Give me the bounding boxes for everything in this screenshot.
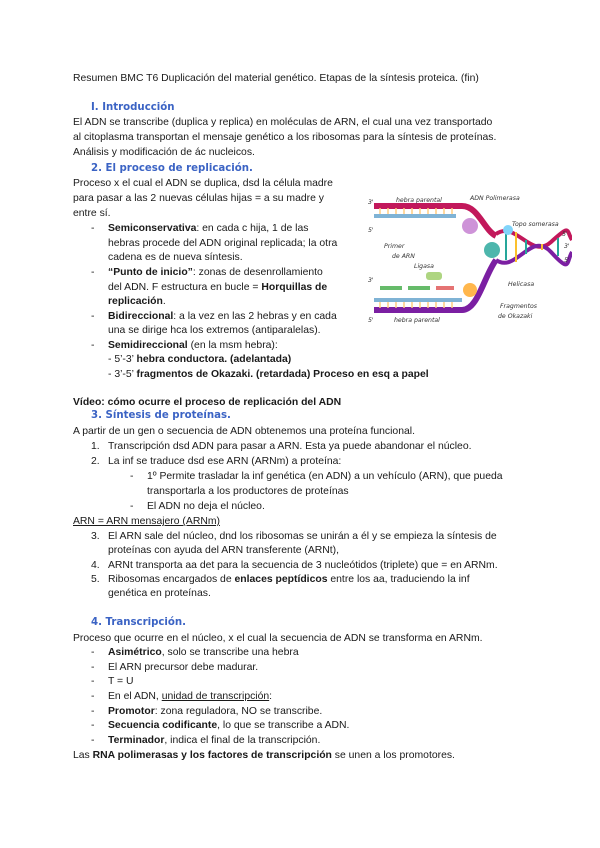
label-prime: 3' xyxy=(368,199,374,206)
label-topoisomerasa: Topo somerasa xyxy=(512,221,559,228)
label-hebra-parental-bottom: hebra parental xyxy=(394,317,440,324)
replication-fork-diagram xyxy=(366,190,572,328)
label-de-okazaki: de Okazaki xyxy=(498,313,533,320)
bullet-terminador: Terminador, indica el final de la transcripción. xyxy=(108,735,321,746)
bullet-punto-inicio: “Punto de inicio”: zonas de desenrollamiento xyxy=(108,267,323,278)
list-item: Ribosomas encargados de enlaces peptídicos entre los aa, traduciendo la inf xyxy=(108,574,470,585)
okazaki-fragments xyxy=(380,272,454,290)
bullet-dash: - xyxy=(91,647,95,658)
section-heading-replication: 2. El proceso de replicación. xyxy=(91,163,253,174)
bullet-unidad: En el ADN, unidad de transcripción: xyxy=(108,691,273,702)
label-prime: 3' xyxy=(368,277,374,284)
sub-bullet-5-3: - 5’-3’ hebra conductora. (adelantada) xyxy=(108,354,292,365)
label-ligasa: Ligasa xyxy=(414,263,434,270)
list-item: genética en proteínas. xyxy=(108,588,211,599)
bottom-parental-strand xyxy=(374,260,496,310)
bullet-semidireccional: Semidireccional (en la msm hebra): xyxy=(108,340,278,351)
bullet-line: una se dirige hca los extremos (antiparalelas). xyxy=(108,325,321,336)
list-item: proteínas con ayuda del ARN transferente (ARNt), xyxy=(108,545,340,556)
paragraph-line: Análisis y modificación de ác nucleicos. xyxy=(73,147,255,158)
page-title: Resumen BMC T6 Duplicación del material genético. Etapas de la síntesis proteica. (fin) xyxy=(73,73,479,84)
label-helicasa: Helicasa xyxy=(508,281,535,288)
list-number: 4. xyxy=(91,560,100,571)
sub-list-item: transportarla a los productores de proteínas xyxy=(147,486,349,497)
list-number: 1. xyxy=(91,441,100,452)
label-prime: 5' xyxy=(562,231,568,238)
label-fragmentos: Fragmentos xyxy=(500,303,538,310)
bullet-dash: - xyxy=(130,471,134,482)
bullet-dash: - xyxy=(91,691,95,702)
list-item: La inf se traduce dsd ese ARN (ARNm) a proteína: xyxy=(108,456,342,467)
bullet-dash: - xyxy=(91,662,95,673)
list-number: 2. xyxy=(91,456,100,467)
sub-list-item: El ADN no deja el núcleo. xyxy=(147,501,265,512)
paragraph-line: al citoplasma transportan el mensaje genético a los ribosomas para la síntesis de proteínas. xyxy=(73,132,497,143)
list-number: 5. xyxy=(91,574,100,585)
bullet-dash: - xyxy=(91,720,95,731)
bullet-dash: - xyxy=(91,676,95,687)
section-heading-transcription: 4. Transcripción. xyxy=(91,617,187,628)
bullet-dash: - xyxy=(130,501,134,512)
bullet-dash: - xyxy=(91,340,95,351)
helicase-blob xyxy=(484,242,500,258)
label-prime: 5' xyxy=(564,257,570,264)
list-number: 3. xyxy=(91,531,100,542)
sub-list-item: 1º Permite trasladar la inf genética (en ADN) a un vehículo (ARN), que pueda xyxy=(147,471,503,482)
bullet-dash: - xyxy=(91,706,95,717)
bullet-dash: - xyxy=(91,311,95,322)
label-prime: 3' xyxy=(564,243,570,250)
section-heading-intro: I. Introducción xyxy=(91,102,175,113)
list-item: ARNt transporta aa det para la secuencia de 3 nucleótidos (triplete) que = en ARNm. xyxy=(108,560,498,571)
paragraph-line: El ADN se transcribe (duplica y replica) en moléculas de ARN, el cual una vez transportado xyxy=(73,117,493,128)
label-primer: Primer xyxy=(384,243,405,250)
bullet-line: del ADN. F estructura en bucle = Horquillas de xyxy=(108,282,328,293)
polymerase-blob xyxy=(462,218,478,234)
paragraph-line: Proceso que ocurre en el núcleo, x el cual la secuencia de ADN se transforma en ARNm. xyxy=(73,633,483,644)
label-adn-polimerasa: ADN Polimerasa xyxy=(470,195,520,202)
bullet-dash: - xyxy=(91,267,95,278)
label-prime: 5' xyxy=(368,227,374,234)
top-parental-strand xyxy=(374,206,496,236)
section-heading-protein-synthesis: 3. Síntesis de proteínas. xyxy=(91,410,231,421)
label-prime: 5' xyxy=(368,317,374,324)
bullet-promotor: Promotor: zona reguladora, NO se transcribe. xyxy=(108,706,323,717)
polymerase-lagging-blob xyxy=(463,283,477,297)
bullet-line: hebras procede del ADN original replicada; la otra xyxy=(108,238,338,249)
bullet-dash: - xyxy=(91,735,95,746)
bullet-dash: - xyxy=(91,223,95,234)
paragraph-line: Proceso x el cual el ADN se duplica, dsd la célula madre xyxy=(73,178,333,189)
paragraph-line: entre sí. xyxy=(73,208,111,219)
bullet-item: El ARN precursor debe madurar. xyxy=(108,662,259,673)
label-de-arn: de ARN xyxy=(392,253,415,260)
parental-helix xyxy=(496,230,572,264)
bullet-line: replicación. xyxy=(108,296,166,307)
bullet-secuencia: Secuencia codificante, lo que se transcribe a ADN. xyxy=(108,720,350,731)
paragraph-line: para pasar a las 2 nuevas células hijas = a su madre y xyxy=(73,193,324,204)
bullet-asimetrico: Asimétrico, solo se transcribe una hebra xyxy=(108,647,299,658)
bullet-semiconservativa: Semiconservativa: en cada c hija, 1 de las xyxy=(108,223,309,234)
paragraph-line: A partir de un gen o secuencia de ADN obtenemos una proteína funcional. xyxy=(73,426,415,437)
bullet-item: T = U xyxy=(108,676,134,687)
bullet-line: cadena es de nueva síntesis. xyxy=(108,252,243,263)
video-note: Vídeo: cómo ocurre el proceso de replicación del ADN xyxy=(73,397,342,408)
bullet-bidireccional: Bidireccional: a la vez en las 2 hebras y en cada xyxy=(108,311,337,322)
label-hebra-parental-top: hebra parental xyxy=(396,197,442,204)
paragraph-line: Las RNA polimerasas y los factores de transcripción se unen a los promotores. xyxy=(73,750,455,761)
list-item: El ARN sale del núcleo, dnd los ribosomas se unirán a él y se empieza la síntesis de xyxy=(108,531,497,542)
sub-bullet-3-5: - 3’-5’ fragmentos de Okazaki. (retardada) Proceso en esq a papel xyxy=(108,369,429,380)
arn-note: ARN = ARN mensajero (ARNm) xyxy=(73,516,220,527)
list-item: Transcripción dsd ADN para pasar a ARN. Esta ya puede abandonar el núcleo. xyxy=(108,441,472,452)
